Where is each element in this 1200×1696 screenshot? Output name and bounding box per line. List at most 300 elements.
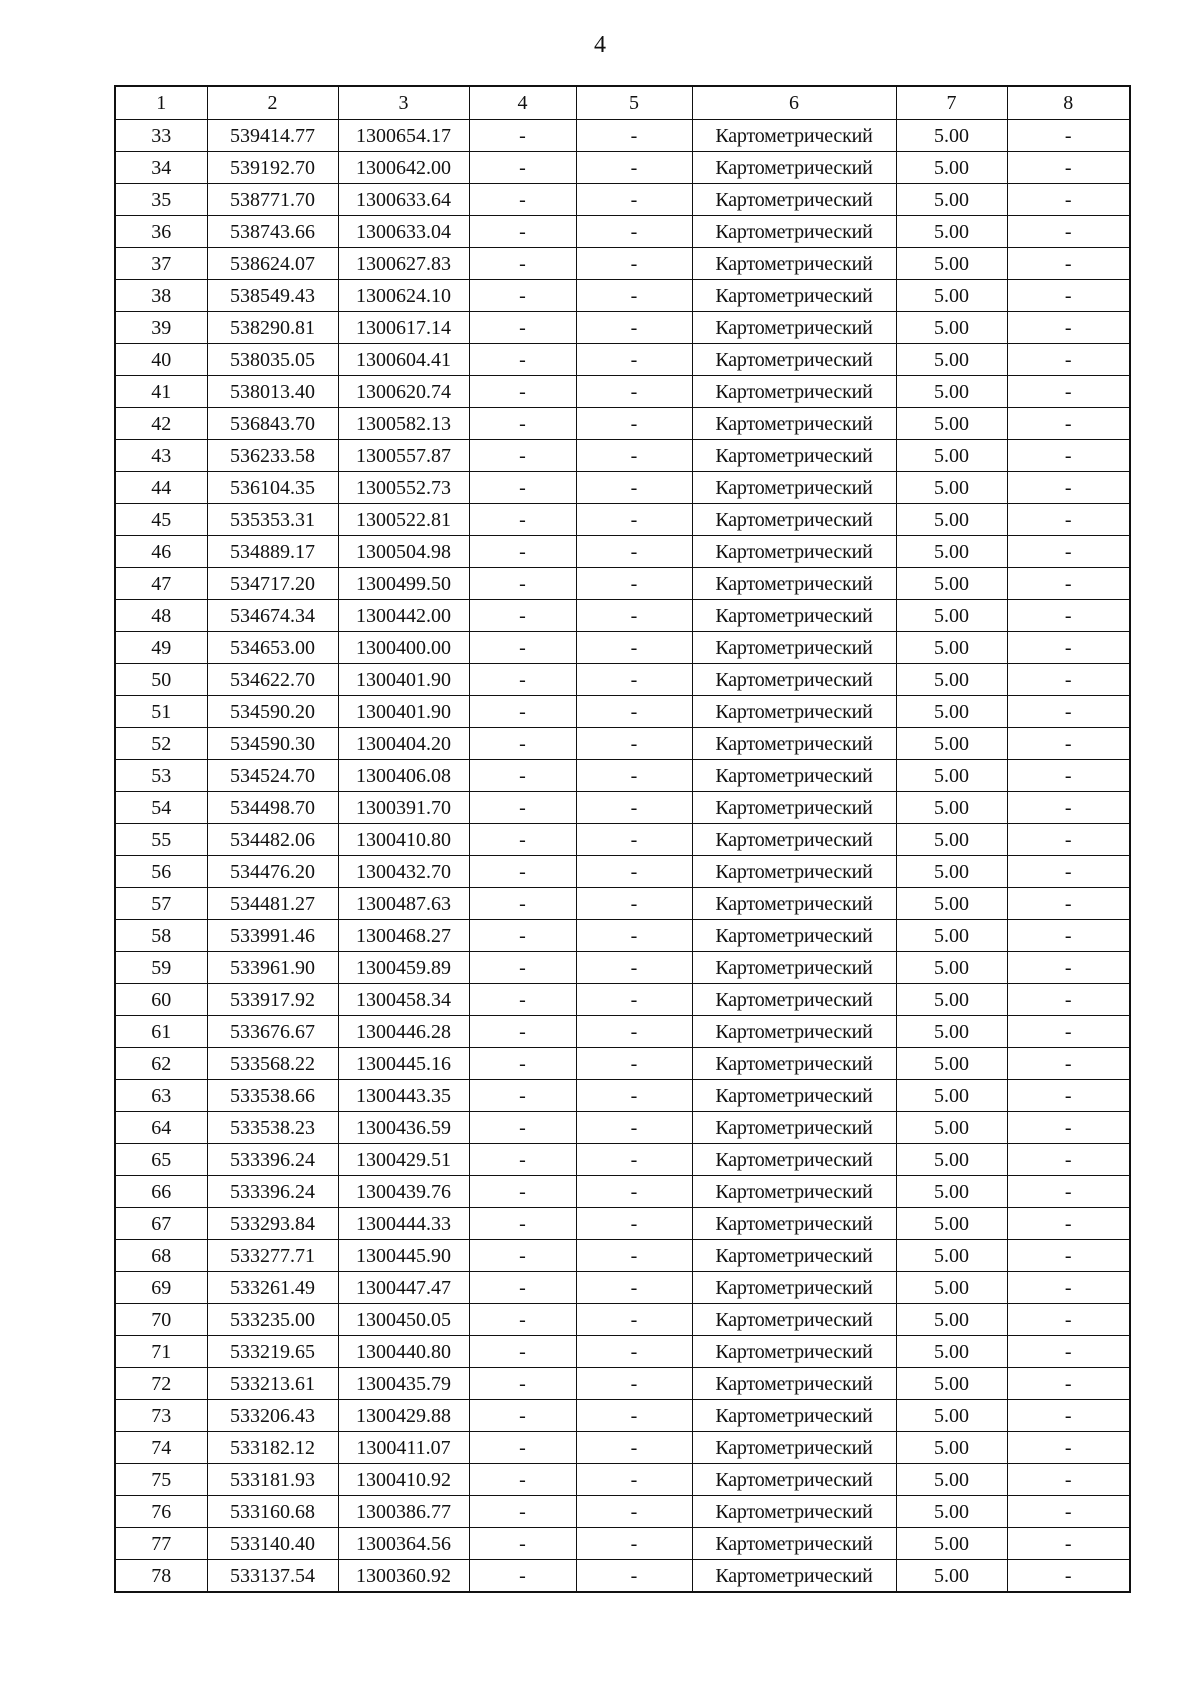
accuracy-cell: 5.00 [896, 632, 1007, 664]
table-row [115, 472, 1130, 504]
table-row [115, 1176, 1130, 1208]
x-coordinate-cell: 534622.70 [207, 664, 338, 696]
col8-cell: - [1007, 120, 1130, 152]
accuracy-cell: 5.00 [896, 824, 1007, 856]
accuracy-cell: 5.00 [896, 1048, 1007, 1080]
accuracy-cell: 5.00 [896, 376, 1007, 408]
col4-cell: - [469, 184, 576, 216]
col4-cell: - [469, 1016, 576, 1048]
x-coordinate-cell: 533396.24 [207, 1176, 338, 1208]
col4-cell: - [469, 1464, 576, 1496]
col4-cell: - [469, 1176, 576, 1208]
col8-cell: - [1007, 664, 1130, 696]
point-number-cell: 37 [115, 248, 207, 280]
col8-cell: - [1007, 760, 1130, 792]
method-cell: Картометрический [692, 920, 896, 952]
table-row [115, 1464, 1130, 1496]
col5-cell: - [576, 1144, 692, 1176]
table-row [115, 1112, 1130, 1144]
x-coordinate-cell: 534524.70 [207, 760, 338, 792]
col8-cell: - [1007, 344, 1130, 376]
table-row [115, 664, 1130, 696]
x-coordinate-cell: 533235.00 [207, 1304, 338, 1336]
col8-cell: - [1007, 472, 1130, 504]
col5-cell: - [576, 1048, 692, 1080]
y-coordinate-cell: 1300391.70 [338, 792, 469, 824]
table-row [115, 1272, 1130, 1304]
point-number-cell: 40 [115, 344, 207, 376]
method-cell: Картометрический [692, 280, 896, 312]
y-coordinate-cell: 1300654.17 [338, 120, 469, 152]
point-number-cell: 62 [115, 1048, 207, 1080]
y-coordinate-cell: 1300360.92 [338, 1560, 469, 1593]
col8-cell: - [1007, 1368, 1130, 1400]
col4-cell: - [469, 152, 576, 184]
x-coordinate-cell: 534889.17 [207, 536, 338, 568]
table-row [115, 152, 1130, 184]
table-row [115, 1208, 1130, 1240]
col4-cell: - [469, 376, 576, 408]
column-header-3: 3 [338, 86, 469, 120]
col8-cell: - [1007, 1304, 1130, 1336]
accuracy-cell: 5.00 [896, 696, 1007, 728]
accuracy-cell: 5.00 [896, 728, 1007, 760]
table-row [115, 184, 1130, 216]
col5-cell: - [576, 1400, 692, 1432]
col5-cell: - [576, 1528, 692, 1560]
method-cell: Картометрический [692, 1112, 896, 1144]
y-coordinate-cell: 1300627.83 [338, 248, 469, 280]
y-coordinate-cell: 1300450.05 [338, 1304, 469, 1336]
col4-cell: - [469, 600, 576, 632]
table-header-row [115, 86, 1130, 120]
col4-cell: - [469, 248, 576, 280]
x-coordinate-cell: 533261.49 [207, 1272, 338, 1304]
point-number-cell: 38 [115, 280, 207, 312]
x-coordinate-cell: 538624.07 [207, 248, 338, 280]
col4-cell: - [469, 1272, 576, 1304]
col5-cell: - [576, 1496, 692, 1528]
y-coordinate-cell: 1300459.89 [338, 952, 469, 984]
col8-cell: - [1007, 312, 1130, 344]
y-coordinate-cell: 1300468.27 [338, 920, 469, 952]
x-coordinate-cell: 533538.66 [207, 1080, 338, 1112]
col5-cell: - [576, 984, 692, 1016]
y-coordinate-cell: 1300624.10 [338, 280, 469, 312]
accuracy-cell: 5.00 [896, 120, 1007, 152]
method-cell: Картометрический [692, 120, 896, 152]
y-coordinate-cell: 1300552.73 [338, 472, 469, 504]
table-row [115, 792, 1130, 824]
point-number-cell: 47 [115, 568, 207, 600]
point-number-cell: 33 [115, 120, 207, 152]
x-coordinate-cell: 533917.92 [207, 984, 338, 1016]
x-coordinate-cell: 538771.70 [207, 184, 338, 216]
method-cell: Картометрический [692, 408, 896, 440]
table-row [115, 632, 1130, 664]
point-number-cell: 69 [115, 1272, 207, 1304]
method-cell: Картометрический [692, 1432, 896, 1464]
table-row [115, 440, 1130, 472]
point-number-cell: 48 [115, 600, 207, 632]
col4-cell: - [469, 664, 576, 696]
x-coordinate-cell: 533991.46 [207, 920, 338, 952]
table-row [115, 1080, 1130, 1112]
accuracy-cell: 5.00 [896, 504, 1007, 536]
y-coordinate-cell: 1300364.56 [338, 1528, 469, 1560]
x-coordinate-cell: 533182.12 [207, 1432, 338, 1464]
x-coordinate-cell: 538013.40 [207, 376, 338, 408]
x-coordinate-cell: 533396.24 [207, 1144, 338, 1176]
method-cell: Картометрический [692, 152, 896, 184]
method-cell: Картометрический [692, 312, 896, 344]
col5-cell: - [576, 1432, 692, 1464]
method-cell: Картометрический [692, 344, 896, 376]
col5-cell: - [576, 728, 692, 760]
table-row [115, 952, 1130, 984]
table-row [115, 888, 1130, 920]
accuracy-cell: 5.00 [896, 1240, 1007, 1272]
col8-cell: - [1007, 1112, 1130, 1144]
accuracy-cell: 5.00 [896, 1176, 1007, 1208]
col4-cell: - [469, 216, 576, 248]
col4-cell: - [469, 1560, 576, 1593]
method-cell: Картометрический [692, 440, 896, 472]
table-row [115, 216, 1130, 248]
col8-cell: - [1007, 408, 1130, 440]
accuracy-cell: 5.00 [896, 1016, 1007, 1048]
column-header-7: 7 [896, 86, 1007, 120]
column-header-2: 2 [207, 86, 338, 120]
col8-cell: - [1007, 1464, 1130, 1496]
x-coordinate-cell: 533140.40 [207, 1528, 338, 1560]
table-row [115, 824, 1130, 856]
col5-cell: - [576, 184, 692, 216]
y-coordinate-cell: 1300642.00 [338, 152, 469, 184]
col5-cell: - [576, 568, 692, 600]
point-number-cell: 73 [115, 1400, 207, 1432]
col4-cell: - [469, 1336, 576, 1368]
col5-cell: - [576, 760, 692, 792]
y-coordinate-cell: 1300400.00 [338, 632, 469, 664]
accuracy-cell: 5.00 [896, 216, 1007, 248]
accuracy-cell: 5.00 [896, 856, 1007, 888]
col4-cell: - [469, 472, 576, 504]
col5-cell: - [576, 856, 692, 888]
col4-cell: - [469, 856, 576, 888]
method-cell: Картометрический [692, 504, 896, 536]
y-coordinate-cell: 1300458.34 [338, 984, 469, 1016]
method-cell: Картометрический [692, 1176, 896, 1208]
x-coordinate-cell: 534482.06 [207, 824, 338, 856]
col5-cell: - [576, 280, 692, 312]
col4-cell: - [469, 1368, 576, 1400]
y-coordinate-cell: 1300404.20 [338, 728, 469, 760]
method-cell: Картометрический [692, 568, 896, 600]
table-row [115, 696, 1130, 728]
x-coordinate-cell: 536843.70 [207, 408, 338, 440]
y-coordinate-cell: 1300557.87 [338, 440, 469, 472]
x-coordinate-cell: 534717.20 [207, 568, 338, 600]
y-coordinate-cell: 1300442.00 [338, 600, 469, 632]
point-number-cell: 63 [115, 1080, 207, 1112]
y-coordinate-cell: 1300410.92 [338, 1464, 469, 1496]
method-cell: Картометрический [692, 1208, 896, 1240]
table-row [115, 504, 1130, 536]
point-number-cell: 58 [115, 920, 207, 952]
col8-cell: - [1007, 1432, 1130, 1464]
col8-cell: - [1007, 1528, 1130, 1560]
table-row [115, 1560, 1130, 1593]
column-header-5: 5 [576, 86, 692, 120]
y-coordinate-cell: 1300411.07 [338, 1432, 469, 1464]
y-coordinate-cell: 1300443.35 [338, 1080, 469, 1112]
method-cell: Картометрический [692, 760, 896, 792]
method-cell: Картометрический [692, 1560, 896, 1593]
point-number-cell: 43 [115, 440, 207, 472]
accuracy-cell: 5.00 [896, 984, 1007, 1016]
col8-cell: - [1007, 1400, 1130, 1432]
col8-cell: - [1007, 536, 1130, 568]
table-row [115, 856, 1130, 888]
table-row [115, 568, 1130, 600]
point-number-cell: 67 [115, 1208, 207, 1240]
col4-cell: - [469, 280, 576, 312]
method-cell: Картометрический [692, 792, 896, 824]
method-cell: Картометрический [692, 1048, 896, 1080]
x-coordinate-cell: 534674.34 [207, 600, 338, 632]
col5-cell: - [576, 1240, 692, 1272]
x-coordinate-cell: 539414.77 [207, 120, 338, 152]
point-number-cell: 34 [115, 152, 207, 184]
col8-cell: - [1007, 1144, 1130, 1176]
col8-cell: - [1007, 1336, 1130, 1368]
x-coordinate-cell: 534653.00 [207, 632, 338, 664]
method-cell: Картометрический [692, 888, 896, 920]
col5-cell: - [576, 376, 692, 408]
point-number-cell: 49 [115, 632, 207, 664]
point-number-cell: 59 [115, 952, 207, 984]
col4-cell: - [469, 120, 576, 152]
col4-cell: - [469, 536, 576, 568]
col5-cell: - [576, 248, 692, 280]
col8-cell: - [1007, 920, 1130, 952]
accuracy-cell: 5.00 [896, 1560, 1007, 1593]
x-coordinate-cell: 533538.23 [207, 1112, 338, 1144]
method-cell: Картометрический [692, 824, 896, 856]
col4-cell: - [469, 920, 576, 952]
col4-cell: - [469, 1304, 576, 1336]
point-number-cell: 72 [115, 1368, 207, 1400]
col5-cell: - [576, 888, 692, 920]
x-coordinate-cell: 534498.70 [207, 792, 338, 824]
accuracy-cell: 5.00 [896, 792, 1007, 824]
method-cell: Картометрический [692, 1368, 896, 1400]
y-coordinate-cell: 1300432.70 [338, 856, 469, 888]
accuracy-cell: 5.00 [896, 1368, 1007, 1400]
x-coordinate-cell: 533160.68 [207, 1496, 338, 1528]
col8-cell: - [1007, 1272, 1130, 1304]
x-coordinate-cell: 534590.20 [207, 696, 338, 728]
accuracy-cell: 5.00 [896, 600, 1007, 632]
col8-cell: - [1007, 952, 1130, 984]
point-number-cell: 52 [115, 728, 207, 760]
table-row [115, 1432, 1130, 1464]
col8-cell: - [1007, 1496, 1130, 1528]
col8-cell: - [1007, 376, 1130, 408]
col5-cell: - [576, 696, 692, 728]
method-cell: Картометрический [692, 952, 896, 984]
col4-cell: - [469, 760, 576, 792]
col5-cell: - [576, 1176, 692, 1208]
point-number-cell: 75 [115, 1464, 207, 1496]
col5-cell: - [576, 1560, 692, 1593]
accuracy-cell: 5.00 [896, 312, 1007, 344]
accuracy-cell: 5.00 [896, 280, 1007, 312]
table-row [115, 1048, 1130, 1080]
y-coordinate-cell: 1300445.90 [338, 1240, 469, 1272]
accuracy-cell: 5.00 [896, 1464, 1007, 1496]
x-coordinate-cell: 533568.22 [207, 1048, 338, 1080]
method-cell: Картометрический [692, 1496, 896, 1528]
col8-cell: - [1007, 792, 1130, 824]
method-cell: Картометрический [692, 376, 896, 408]
point-number-cell: 53 [115, 760, 207, 792]
method-cell: Картометрический [692, 1016, 896, 1048]
method-cell: Картометрический [692, 1272, 896, 1304]
col8-cell: - [1007, 568, 1130, 600]
method-cell: Картометрический [692, 856, 896, 888]
table-row [115, 1400, 1130, 1432]
y-coordinate-cell: 1300439.76 [338, 1176, 469, 1208]
accuracy-cell: 5.00 [896, 1208, 1007, 1240]
column-header-1: 1 [115, 86, 207, 120]
x-coordinate-cell: 533961.90 [207, 952, 338, 984]
col8-cell: - [1007, 632, 1130, 664]
col4-cell: - [469, 312, 576, 344]
method-cell: Картометрический [692, 1464, 896, 1496]
col5-cell: - [576, 824, 692, 856]
y-coordinate-cell: 1300504.98 [338, 536, 469, 568]
col8-cell: - [1007, 1240, 1130, 1272]
accuracy-cell: 5.00 [896, 664, 1007, 696]
method-cell: Картометрический [692, 248, 896, 280]
col8-cell: - [1007, 888, 1130, 920]
x-coordinate-cell: 533181.93 [207, 1464, 338, 1496]
y-coordinate-cell: 1300445.16 [338, 1048, 469, 1080]
column-header-6: 6 [692, 86, 896, 120]
x-coordinate-cell: 533137.54 [207, 1560, 338, 1593]
point-number-cell: 36 [115, 216, 207, 248]
accuracy-cell: 5.00 [896, 344, 1007, 376]
accuracy-cell: 5.00 [896, 1528, 1007, 1560]
col8-cell: - [1007, 696, 1130, 728]
x-coordinate-cell: 533219.65 [207, 1336, 338, 1368]
column-header-8: 8 [1007, 86, 1130, 120]
accuracy-cell: 5.00 [896, 1272, 1007, 1304]
point-number-cell: 54 [115, 792, 207, 824]
point-number-cell: 68 [115, 1240, 207, 1272]
point-number-cell: 66 [115, 1176, 207, 1208]
table-row [115, 536, 1130, 568]
point-number-cell: 61 [115, 1016, 207, 1048]
x-coordinate-cell: 534476.20 [207, 856, 338, 888]
col5-cell: - [576, 472, 692, 504]
col5-cell: - [576, 440, 692, 472]
table-row [115, 376, 1130, 408]
col8-cell: - [1007, 728, 1130, 760]
table-row [115, 312, 1130, 344]
col4-cell: - [469, 1496, 576, 1528]
col4-cell: - [469, 696, 576, 728]
col5-cell: - [576, 504, 692, 536]
col5-cell: - [576, 600, 692, 632]
point-number-cell: 35 [115, 184, 207, 216]
y-coordinate-cell: 1300633.04 [338, 216, 469, 248]
col4-cell: - [469, 1144, 576, 1176]
table-row [115, 1304, 1130, 1336]
col5-cell: - [576, 1112, 692, 1144]
x-coordinate-cell: 536233.58 [207, 440, 338, 472]
table-row [115, 344, 1130, 376]
col8-cell: - [1007, 1080, 1130, 1112]
col5-cell: - [576, 952, 692, 984]
accuracy-cell: 5.00 [896, 472, 1007, 504]
x-coordinate-cell: 534590.30 [207, 728, 338, 760]
point-number-cell: 45 [115, 504, 207, 536]
point-number-cell: 46 [115, 536, 207, 568]
method-cell: Картометрический [692, 632, 896, 664]
col4-cell: - [469, 728, 576, 760]
col8-cell: - [1007, 504, 1130, 536]
point-number-cell: 55 [115, 824, 207, 856]
method-cell: Картометрический [692, 184, 896, 216]
point-number-cell: 65 [115, 1144, 207, 1176]
col8-cell: - [1007, 248, 1130, 280]
col4-cell: - [469, 792, 576, 824]
col5-cell: - [576, 1464, 692, 1496]
col4-cell: - [469, 440, 576, 472]
col5-cell: - [576, 1080, 692, 1112]
col8-cell: - [1007, 856, 1130, 888]
table-body [115, 120, 1130, 1593]
x-coordinate-cell: 534481.27 [207, 888, 338, 920]
col4-cell: - [469, 1528, 576, 1560]
col4-cell: - [469, 1112, 576, 1144]
table-row [115, 120, 1130, 152]
y-coordinate-cell: 1300522.81 [338, 504, 469, 536]
y-coordinate-cell: 1300444.33 [338, 1208, 469, 1240]
table-row [115, 728, 1130, 760]
point-number-cell: 42 [115, 408, 207, 440]
x-coordinate-cell: 533213.61 [207, 1368, 338, 1400]
col8-cell: - [1007, 440, 1130, 472]
table-row [115, 1144, 1130, 1176]
table-row [115, 600, 1130, 632]
accuracy-cell: 5.00 [896, 536, 1007, 568]
y-coordinate-cell: 1300446.28 [338, 1016, 469, 1048]
col4-cell: - [469, 1048, 576, 1080]
method-cell: Картометрический [692, 1240, 896, 1272]
accuracy-cell: 5.00 [896, 248, 1007, 280]
col8-cell: - [1007, 1208, 1130, 1240]
method-cell: Картометрический [692, 216, 896, 248]
table-row [115, 408, 1130, 440]
method-cell: Картометрический [692, 1336, 896, 1368]
page-number: 4 [594, 32, 606, 58]
col4-cell: - [469, 1080, 576, 1112]
accuracy-cell: 5.00 [896, 1080, 1007, 1112]
